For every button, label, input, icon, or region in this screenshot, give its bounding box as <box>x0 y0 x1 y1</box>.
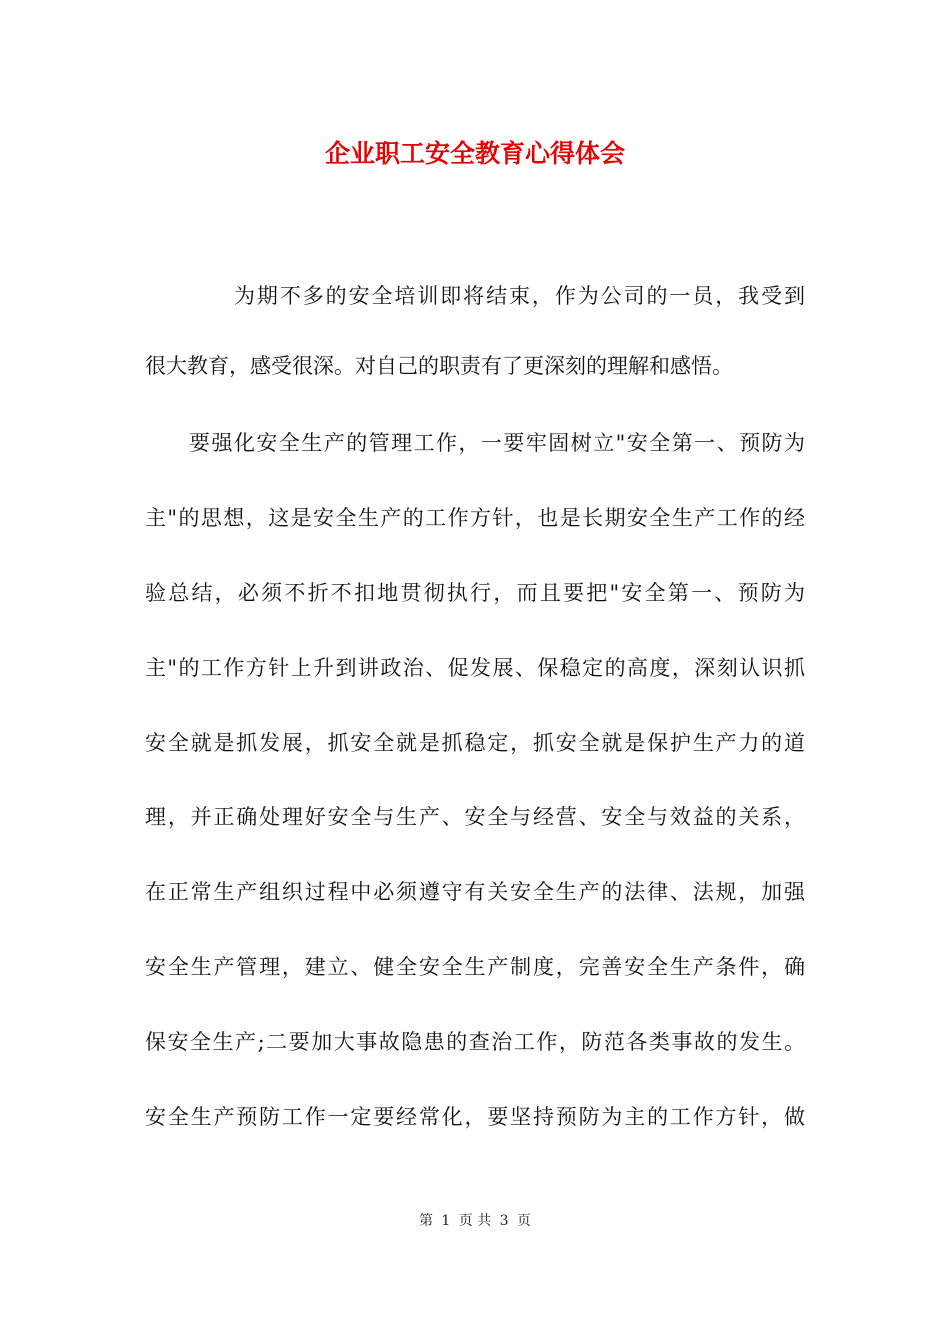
page-label-suffix: 页 <box>517 1213 532 1229</box>
paragraph-line: 很大教育，感受很深。对自己的职责有了更深刻的理解和感悟。 <box>145 354 733 378</box>
page-footer <box>0 1210 950 1230</box>
paragraph-line: 理，并正确处理好安全与生产、安全与经营、安全与效益的关系， <box>145 805 805 829</box>
paragraph-line: 要强化安全生产的管理工作，一要牢固树立"安全第一、预防为 <box>189 431 805 455</box>
paragraph-line: 在正常生产组织过程中必须遵守有关安全生产的法律、法规，加强 <box>145 880 805 904</box>
paragraph-line: 安全生产管理，建立、健全安全生产制度，完善安全生产条件，确 <box>145 955 805 979</box>
paragraph-line: 保安全生产;二要加大事故隐患的查治工作，防范各类事故的发生。 <box>145 1030 805 1054</box>
paragraph-line: 为期不多的安全培训即将结束，作为公司的一员，我受到 <box>234 284 805 308</box>
current-page-number: 1 <box>441 1213 451 1229</box>
paragraph-line: 验总结，必须不折不扣地贯彻执行，而且要把"安全第一、预防为 <box>145 581 805 605</box>
paragraph-line: 主"的工作方针上升到讲政治、促发展、保稳定的高度，深刻认识抓 <box>145 656 805 680</box>
document-title: 企业职工安全教育心得体会 <box>324 139 625 168</box>
paragraph-line: 安全生产预防工作一定要经常化，要坚持预防为主的工作方针，做 <box>145 1105 805 1129</box>
paragraph-line: 主"的思想，这是安全生产的工作方针，也是长期安全生产工作的经 <box>145 506 805 530</box>
paragraph-line: 安全就是抓发展，抓安全就是抓稳定，抓安全就是保护生产力的道 <box>145 731 805 755</box>
page-label-mid: 页 共 <box>458 1213 492 1229</box>
page-label-prefix: 第 <box>418 1213 433 1229</box>
total-pages-number: 3 <box>499 1213 509 1229</box>
